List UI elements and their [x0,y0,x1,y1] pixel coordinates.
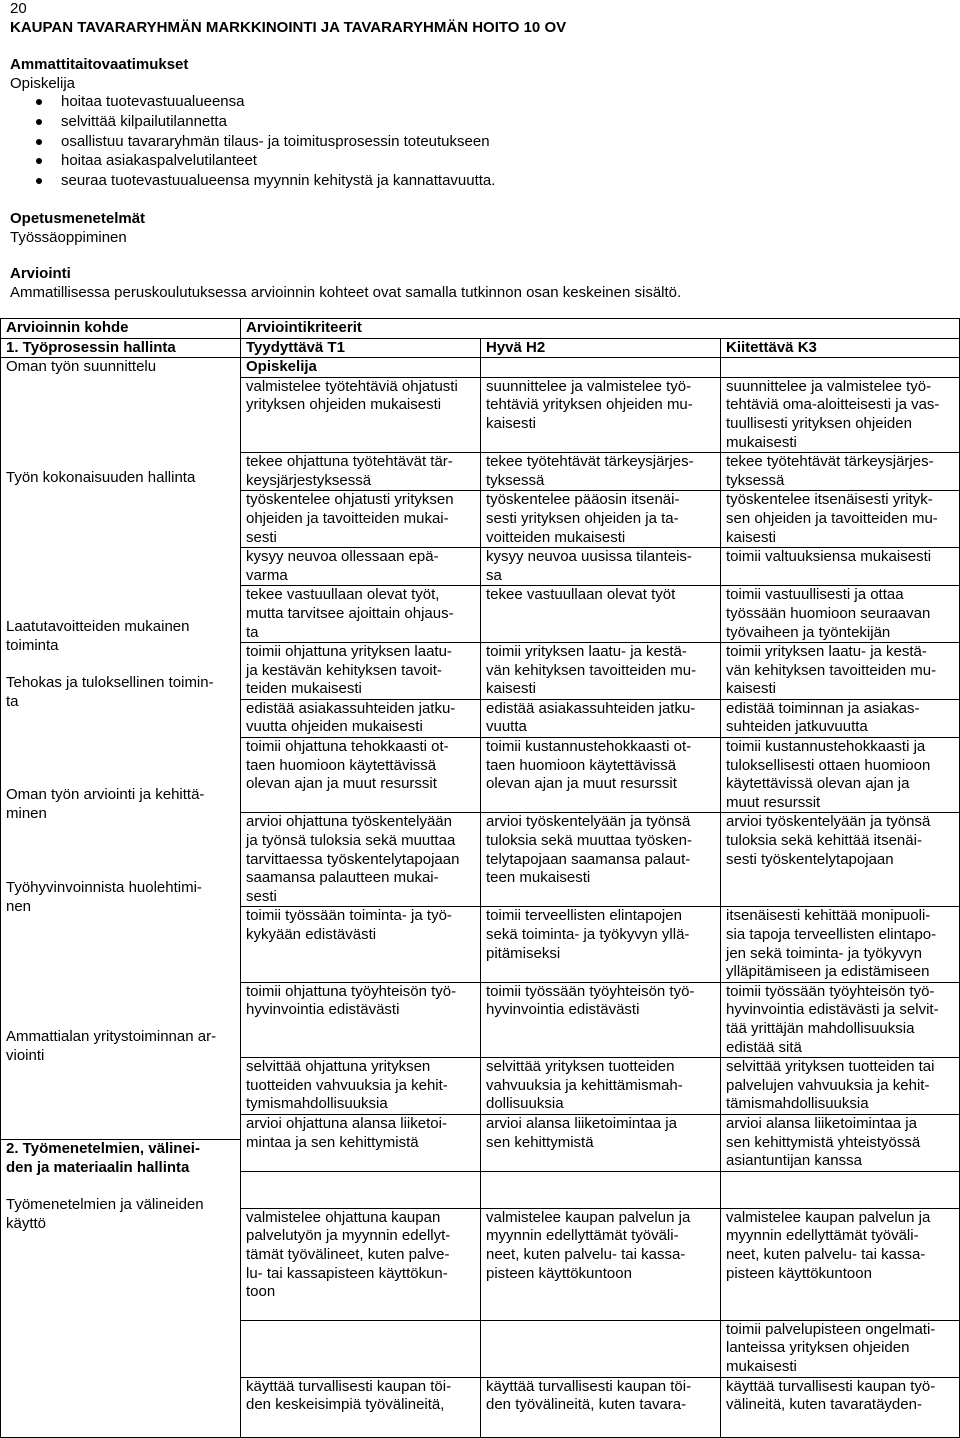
label-ammattialan-yritystoiminnan-arviointi [6,1028,216,1065]
criteria-cell-t1 [241,586,481,643]
cell-text-line: toimii työssään työyhteisön työ- [486,982,695,1000]
cell-text-line: lanteissa yrityksen ohjeiden [726,1339,910,1357]
cell-text-line: den keskeisimpiä työvälineitä, [246,1396,445,1414]
cell-text-line: kaisesti [486,414,537,432]
cell-text-line: valmistelee työtehtäviä ohjatusti [246,377,458,395]
cell-text-line: tuotteiden vahvuuksia ja kehit- [246,1076,448,1094]
cell-text-line: sen kehittymistä [486,1133,594,1151]
criteria-cell-k3 [721,586,960,643]
cell-text-line: toimii palvelupisteen ongelmati- [726,1320,936,1338]
table-header-row [1,319,960,339]
cell-text-line: käyttö [6,1214,47,1232]
criteria-cell-t1 [241,491,481,548]
cell-text-line: minen [6,804,47,822]
cell-text-line: muut resurssit [726,793,821,811]
table-level-row [1,338,960,358]
cell-text-line: Oman työn arviointi ja kehittä- [6,786,205,804]
cell-text-line: asiantuntijan kanssa [726,1152,862,1170]
cell-text-line: valmistelee ohjattuna kaupan [246,1208,441,1226]
empty-cell [241,1320,481,1377]
cell-text-line: taen huomioon käytettävissä [246,756,437,774]
cell-text-line: vuutta ohjeiden mukaisesti [246,718,423,736]
cell-text-line: toimii työssään työyhteisön työ- [726,982,935,1000]
cell-text-line: vahvuuksia ja kehittämismah- [486,1076,683,1094]
cell-text-line: tyksessä [486,471,545,489]
criteria-cell-k3 [721,699,960,737]
cell-text-line: Tehokas ja tuloksellinen toimin- [6,674,214,692]
cell-text-line: jen sekä toiminta- ja työkyvyn [726,944,922,962]
criteria-cell-k3 [721,1320,960,1377]
level-h2: Hyvä H2 [481,338,721,358]
empty-cell [721,1171,960,1208]
cell-text-line: sen kehittymistä yhteistyössä [726,1133,921,1151]
cell-text-line: mintaa ja sen kehittymistä [246,1133,419,1151]
criteria-cell-t1 [241,1058,481,1115]
criteria-cell-h2 [481,1208,721,1320]
cell-text-line: valmistelee kaupan palvelun ja [486,1208,691,1226]
cell-text-line: pitämiseksi [486,944,561,962]
empty-cell [241,1171,481,1208]
cell-text-line: välineitä, kuten tavaratäyden- [726,1396,922,1414]
header-arvioinnin-kohde: Arvioinnin kohde [1,319,241,339]
section-heading-ammattitaito: Ammattitaitovaatimukset [10,56,189,73]
cell-text-line: tämät työvälineet, kuten palve- [246,1245,450,1263]
criteria-cell-t1 [241,813,481,907]
cell-text-line: tekee ohjattuna työtehtävät tär- [246,453,453,471]
cell-text-line: teen mukaisesti [486,869,591,887]
cell-text-line: viointi [6,1046,45,1064]
cell-text-line: tuloksia sekä muuttaa työsken- [486,832,692,850]
cell-text-line: sa [486,566,502,584]
criteria-cell-k3 [721,1377,960,1437]
criteria-cell-h2 [481,586,721,643]
criteria-cell-h2 [481,738,721,813]
criteria-cell-h2 [481,1058,721,1115]
criteria-cell-h2 [481,982,721,1057]
cell-text-line: edistää toiminnan ja asiakas- [726,699,920,717]
cell-text-line: neet, kuten palvelu- tai kassa- [726,1245,926,1263]
cell-text-line: voitteiden mukaisesti [486,528,626,546]
cell-text-line: tämismahdollisuuksia [726,1095,869,1113]
cell-text-line: arvioi ohjattuna alansa liiketoi- [246,1114,447,1132]
cell-text-line: työskentelee itsenäisesti yrityk- [726,491,933,509]
label-laatutavoitteiden-mukainen-toiminta [6,618,189,655]
criteria-cell-h2 [481,548,721,586]
cell-text-line: kaisesti [486,680,537,698]
cell-text-line: tymismahdollisuuksia [246,1095,388,1113]
cell-text-line: keysjärjestyksessä [246,471,372,489]
cell-text-line: sesti [246,887,277,905]
cell-text-line: hyvinvointia edistävästi ja selvit- [726,1001,939,1019]
cell-text-line: arvioi työskentelyään ja työnsä [486,813,691,831]
cell-text-line: sesti työskentelytapojaan [726,850,894,868]
page-title: KAUPAN TAVARARYHMÄN MARKKINOINTI JA TAVARARYHMÄN HOITO 10 OV [10,19,567,36]
cell-text-line: toimii ohjattuna tehokkaasti ot- [246,738,449,756]
cell-text-line: hyvinvointia edistävästi [486,1001,640,1019]
cell-text-line: selvittää ohjattuna yrityksen [246,1058,431,1076]
criteria-cell-t1 [241,907,481,982]
cell-text-line: pisteen käyttökuntoon [726,1264,872,1282]
cell-text-line: tehtäviä yrityksen ohjeiden mu- [486,396,693,414]
opetusmenetelmat-value: Työssäoppiminen [10,229,127,246]
criteria-cell-k3 [721,907,960,982]
cell-text-line: saamansa palautteen mukai- [246,869,439,887]
criteria-cell-h2 [481,907,721,982]
criteria-cell-h2 [481,491,721,548]
cell-text-line: palvelutyön ja myynnin edellyt- [246,1227,451,1245]
cell-text-line: myynnin edellyttämät työväli- [486,1227,679,1245]
cell-text-line: tekee työtehtävät tärkeysjärjes- [726,453,934,471]
criteria-cell-k3 [721,453,960,491]
criteria-cell-t1 [241,1114,481,1171]
cell-text-line: kaisesti [726,680,777,698]
cell-text-line: työvaiheen ja työntekijän [726,623,891,641]
cell-text-line: arvioi ohjattuna työskentelyään [246,813,452,831]
empty-cell [481,1320,721,1377]
section-label-tyoprosessi: 1. Työprosessin hallinta [1,338,241,358]
cell-text-line: vän kehityksen tavoitteiden mu- [486,661,697,679]
page-number: 20 [10,0,27,17]
cell-text-line: teiden mukaisesti [246,680,362,698]
cell-text-line: olevan ajan ja muut resurssit [246,775,437,793]
cell-text-line: varma [246,566,288,584]
label-tyohyvinvoinnista-huolehtiminen [6,879,202,916]
header-arviointikriteerit: Arviointikriteerit [241,319,960,339]
cell-text-line: tuloksellisesti ottaen huomioon [726,756,931,774]
criteria-cell-t1 [241,699,481,737]
criteria-cell-k3 [721,643,960,700]
section-heading-opetusmenetelmat: Opetusmenetelmät [10,210,146,227]
cell-text-line: toimii yrityksen laatu- ja kestä- [726,643,927,661]
label-oman-tyon-arviointi [6,786,204,823]
cell-text-line: suunnittelee ja valmistelee työ- [726,377,932,395]
cell-text-line: työskentelee ohjatusti yrityksen [246,491,454,509]
label-tyon-kokonaisuuden-hallinta: Työn kokonaisuuden hallinta [6,469,196,487]
criteria-cell-t1 [241,453,481,491]
cell-text-line: edistää sitä [726,1038,802,1056]
criteria-cell-h2 [481,1377,721,1437]
cell-text-line: edistää asiakassuhteiden jatku- [486,699,696,717]
assessment-criteria-table [0,318,960,1438]
label-tehokas-ja-tuloksellinen [6,674,214,711]
table-label-column [1,358,241,1437]
cell-text-line: pisteen käyttökuntoon [486,1264,632,1282]
cell-text-line: arvioi alansa liiketoimintaa ja [726,1114,917,1132]
empty-cell [481,1171,721,1208]
cell-text-line: valmistelee kaupan palvelun ja [726,1208,931,1226]
criteria-cell-k3 [721,377,960,452]
cell-text-line: neet, kuten palvelu- tai kassa- [486,1245,686,1263]
cell-text-line: toimii yrityksen laatu- ja kestä- [486,643,687,661]
cell-text-line: Ammattialan yritystoiminnan ar- [6,1028,217,1046]
cell-text-line: tää yrittäjän mahdollisuuksia [726,1019,915,1037]
cell-text-line: yrityksen ohjeiden mukaisesti [246,396,442,414]
cell-text-line: suhteiden jatkuvuutta [726,718,868,736]
label-tyomenetelmien-ja-valineiden-kaytto [6,1196,204,1233]
cell-text-line: dollisuuksia [486,1095,564,1113]
cell-text-line: käyttää turvallisesti kaupan työ- [726,1377,936,1395]
cell-text-line: kykyään edistävästi [246,926,377,943]
cell-text-line: tarvittaessa työskentelytapojaan [246,850,460,868]
level-t1: Tyydyttävä T1 [241,338,481,358]
cell-text-line: vän kehityksen tavoitteiden mu- [726,661,937,679]
cell-text-line: olevan ajan ja muut resurssit [486,775,677,793]
cell-text-line: tyksessä [726,471,785,489]
list-item: hoitaa asiakaspalvelutilanteet [0,152,495,172]
cell-text-line: sekä toiminta- ja työkyvyn yllä- [486,926,690,943]
cell-text-line: käyttää turvallisesti kaupan töi- [486,1377,692,1395]
cell-text-line: toimii kustannustehokkaasti ja [726,738,926,756]
criteria-cell-k3 [721,491,960,548]
criteria-cell-k3 [721,548,960,586]
criteria-cell-t1 [241,1208,481,1320]
cell-text-line: Työmenetelmien ja välineiden [6,1196,204,1214]
cell-text-line: käyttää turvallisesti kaupan töi- [246,1377,452,1395]
level-k3: Kiitettävä K3 [721,338,960,358]
cell-text-line: palvelujen vahvuuksia ja kehit- [726,1076,930,1094]
list-item: seuraa tuotevastuualueensa myynnin kehitystä ja kannattavuutta. [0,172,495,192]
section-label-tyomenetelmat [1,1139,240,1177]
opiskelija-label: Opiskelija [241,358,481,378]
cell-text-line: kysyy neuvoa ollessaan epä- [246,548,439,566]
label-oman-tyon-suunnittelu: Oman työn suunnittelu [6,358,157,376]
criteria-cell-k3 [721,1114,960,1171]
cell-text-line: tekee työtehtävät tärkeysjärjes- [486,453,694,471]
cell-text-line: lu- tai kassapisteen käyttökun- [246,1264,448,1282]
cell-text-line: sesti [246,528,277,546]
arviointi-text: Ammatillisessa peruskoulutuksessa arvioinnin kohteet ovat samalla tutkinnon osan keskeinen sisältö. [10,284,682,301]
cell-text-line: suunnittelee ja valmistelee työ- [486,377,692,395]
cell-text-line: ja työnsä tuloksia sekä muuttaa [246,832,456,850]
criteria-cell-h2 [481,1114,721,1171]
criteria-cell-k3 [721,1208,960,1320]
cell-text-line: ylläpitämiseen ja edistämiseen [726,963,930,981]
criteria-cell-h2 [481,377,721,452]
cell-text-line: ohjeiden ja tavoitteiden mukai- [246,509,449,527]
criteria-cell-t1 [241,643,481,700]
cell-text-line: toon [246,1283,276,1301]
cell-text-line: den ja materiaalin hallinta [6,1158,190,1176]
criteria-cell-h2 [481,813,721,907]
cell-text-line: sen ohjeiden ja tavoitteiden mu- [726,509,938,527]
cell-text-line: toimii vastuullisesti ja ottaa [726,586,904,604]
cell-text-line: mukaisesti [726,433,797,451]
cell-text-line: arvioi alansa liiketoimintaa ja [486,1114,677,1132]
table-opiskelija-row [1,358,960,378]
section-heading-arviointi: Arviointi [10,265,71,282]
criteria-cell-k3 [721,738,960,813]
criteria-cell-t1 [241,1377,481,1437]
section-subheading-opiskelija: Opiskelija [10,75,76,92]
cell-text-line: tuloksia sekä kehittää itsenäi- [726,832,922,850]
criteria-cell-t1 [241,738,481,813]
cell-text-line: hyvinvointia edistävästi [246,1001,400,1019]
cell-text-line: Laatutavoitteiden mukainen [6,618,190,636]
empty-cell [481,358,721,378]
cell-text-line: ja kestävän kehityksen tavoit- [246,661,442,679]
list-item: selvittää kilpailutilannetta [0,113,495,133]
cell-text-line: vuutta [486,718,527,736]
cell-text-line: den työvälineitä, kuten tavara- [486,1396,687,1414]
cell-text-line: ta [246,623,259,641]
cell-text-line: tekee vastuullaan olevat työt, [246,586,440,604]
cell-text-line: toimii ohjattuna työyhteisön työ- [246,982,457,1000]
cell-text-line: toiminta [6,636,59,654]
cell-text-line: toimii ohjattuna yrityksen laatu- [246,643,452,661]
cell-text-line: Työhyvinvoinnista huolehtimi- [6,879,202,897]
cell-text-line: tuullisesti yrityksen ohjeiden [726,414,912,432]
cell-text-line: toimii valtuuksiensa mukaisesti [726,548,932,566]
cell-text-line: mutta tarvitsee ajoittain ohjaus- [246,604,454,622]
criteria-cell-t1 [241,982,481,1057]
list-item: osallistuu tavararyhmän tilaus- ja toimitusprosessin toteutukseen [0,133,495,153]
cell-text-line: kaisesti [726,528,777,546]
cell-text-line: työssään huomioon seuraavan [726,604,931,622]
cell-text-line: taen huomioon käytettävissä [486,756,677,774]
cell-text-line: mukaisesti [726,1357,797,1375]
cell-text-line: arvioi työskentelyään ja työnsä [726,813,931,831]
cell-text-line: edistää asiakassuhteiden jatku- [246,699,456,717]
criteria-cell-t1 [241,377,481,452]
criteria-cell-k3 [721,813,960,907]
cell-text-line: telytapojaan saamansa palaut- [486,850,691,868]
criteria-cell-t1 [241,548,481,586]
cell-text-line: käytettävissä olevan ajan ja [726,775,910,793]
cell-text-line: toimii työssään toiminta- ja työ- [246,907,452,925]
cell-text-line: tehtäviä oma-aloitteisesti ja vas- [726,396,940,414]
cell-text-line: 2. Työmenetelmien, välinei- [6,1140,200,1158]
cell-text-line: kysyy neuvoa uusissa tilanteis- [486,548,692,566]
criteria-cell-k3 [721,1058,960,1115]
cell-text-line: toimii terveellisten elintapojen [486,907,682,925]
cell-text-line: toimii kustannustehokkaasti ot- [486,738,692,756]
criteria-cell-k3 [721,982,960,1057]
cell-text-line: selvittää yrityksen tuotteiden tai [726,1058,935,1076]
cell-text-line: itsenäisesti kehittää monipuoli- [726,907,931,925]
cell-text-line: myynnin edellyttämät työväli- [726,1227,919,1245]
cell-text-line: sesti yrityksen ohjeiden ja ta- [486,509,679,527]
empty-cell [721,358,960,378]
cell-text-line: sia tapoja terveellisten elintapo- [726,926,937,943]
requirements-list [0,93,495,192]
cell-text-line: nen [6,897,32,915]
criteria-cell-h2 [481,699,721,737]
cell-text-line: selvittää yrityksen tuotteiden [486,1058,675,1076]
criteria-cell-h2 [481,453,721,491]
cell-text-line: tekee vastuullaan olevat työt [486,586,676,604]
cell-text-line: työskentelee pääosin itsenäi- [486,491,680,509]
list-item: hoitaa tuotevastuualueensa [0,93,495,113]
cell-text-line: ta [6,692,19,710]
criteria-cell-h2 [481,643,721,700]
